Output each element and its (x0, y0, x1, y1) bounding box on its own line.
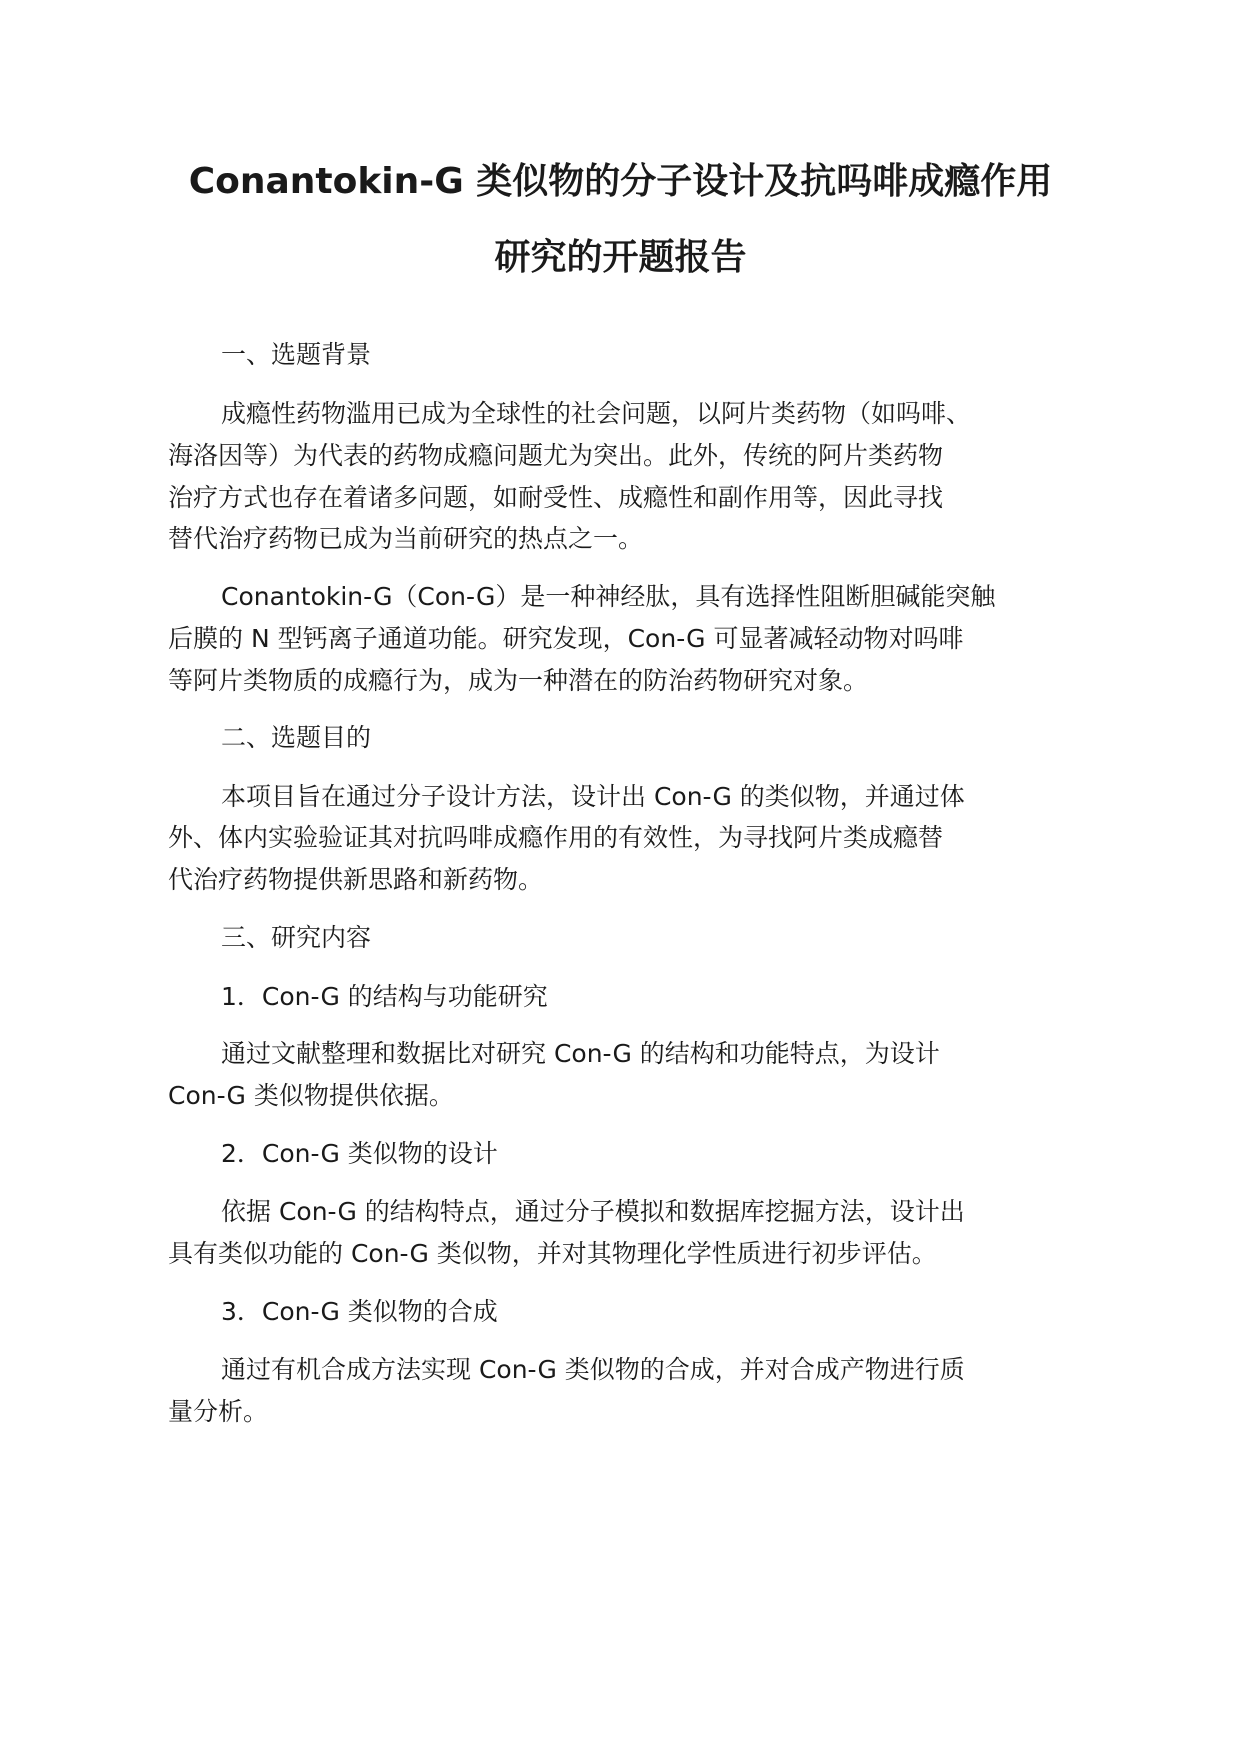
document-title-line-1: Conantokin-G 类似物的分子设计及抗吗啡成瘾作用 (188, 161, 1053, 202)
paragraph-line: 成瘾性药物滥用已成为全球性的社会问题，以阿片类药物（如吗啡、 (221, 399, 972, 428)
paragraph-line: 外、体内实验验证其对抗吗啡成瘾作用的有效性，为寻找阿片类成瘾替 (168, 823, 944, 852)
paragraph-line: 替代治疗药物已成为当前研究的热点之一。 (168, 524, 644, 553)
paragraph-line: 通过文献整理和数据比对研究 Con-G 的结构和功能特点，为设计 (221, 1039, 940, 1068)
paragraph-line: 本项目旨在通过分子设计方法，设计出 Con-G 的类似物，并通过体 (221, 782, 965, 811)
paragraph-line: 后膜的 N 型钙离子通道功能。研究发现，Con-G 可显著减轻动物对吗啡 (168, 624, 964, 653)
paragraph-line: 治疗方式也存在着诸多问题，如耐受性、成瘾性和副作用等，因此寻找 (168, 483, 944, 512)
document-title-line-2: 研究的开题报告 (494, 237, 747, 278)
section-heading-background: 一、选题背景 (221, 340, 372, 369)
paragraph-line: 海洛因等）为代表的药物成瘾问题尤为突出。此外，传统的阿片类药物 (168, 441, 944, 470)
paragraph-line: Con-G 类似物提供依据。 (168, 1081, 454, 1110)
paragraph-line: 通过有机合成方法实现 Con-G 类似物的合成，并对合成产物进行质 (221, 1355, 965, 1384)
paragraph-line: 具有类似功能的 Con-G 类似物，并对其物理化学性质进行初步评估。 (168, 1239, 937, 1268)
paragraph-line: Conantokin-G（Con-G）是一种神经肽，具有选择性阻断胆碱能突触 (221, 582, 996, 611)
paragraph-line: 等阿片类物质的成瘾行为，成为一种潜在的防治药物研究对象。 (168, 666, 869, 695)
paragraph-line: 依据 Con-G 的结构特点，通过分子模拟和数据库挖掘方法，设计出 (221, 1197, 965, 1226)
paragraph-line: 量分析。 (168, 1397, 269, 1426)
subsection-heading-synthesis: 3．Con-G 类似物的合成 (221, 1297, 498, 1326)
subsection-heading-design: 2．Con-G 类似物的设计 (221, 1139, 498, 1168)
subsection-heading-structure: 1．Con-G 的结构与功能研究 (221, 982, 548, 1011)
paragraph-line: 代治疗药物提供新思路和新药物。 (168, 865, 544, 894)
section-heading-purpose: 二、选题目的 (221, 723, 372, 752)
section-heading-content: 三、研究内容 (221, 923, 372, 952)
